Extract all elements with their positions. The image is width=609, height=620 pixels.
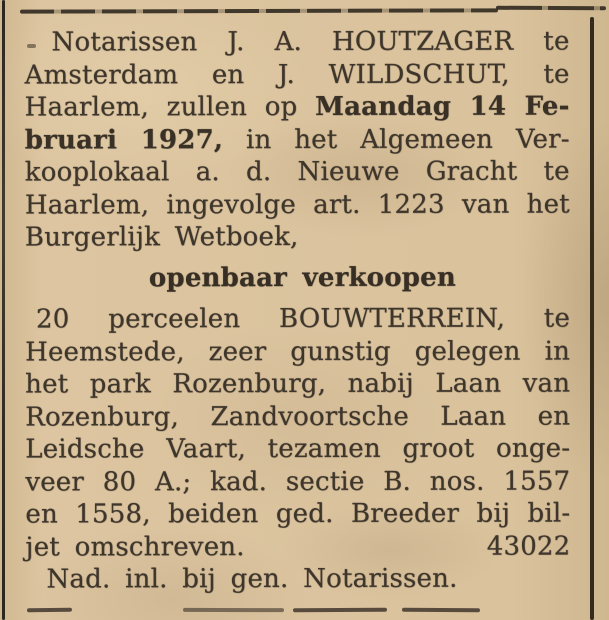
line-text: Haarlem, ingevolge art. 1223 van het <box>24 189 570 220</box>
text-line <box>25 335 570 368</box>
line-text: jet omschreven. <box>25 531 245 562</box>
bottom-rule-dash <box>402 608 480 612</box>
closing-line <box>25 563 570 596</box>
ad-heading: openbaar verkoopen <box>148 262 457 293</box>
text-line <box>25 368 570 401</box>
text-line <box>25 91 570 124</box>
line-text: in het Algemeen Ver- <box>245 124 570 155</box>
bottom-rule-dash <box>183 608 284 612</box>
text-line <box>25 465 570 498</box>
text-line <box>25 26 570 59</box>
top-rule <box>20 8 498 13</box>
line-text: 20 perceelen BOUWTERREIN, te <box>35 303 571 335</box>
bottom-rule-dash <box>293 608 387 612</box>
right-column-rule <box>590 17 594 620</box>
top-rule-segment <box>496 6 606 10</box>
auction-date: Maandag 14 Fe- <box>315 91 570 122</box>
text-line <box>25 498 570 531</box>
line-text: Burgerlijk Wetboek, <box>24 221 299 253</box>
line-text: veer 80 A.; kad. sectie B. nos. 1557 <box>25 466 571 497</box>
line-text: het park Rozenburg, nabij Laan van <box>25 368 571 400</box>
text-line <box>25 530 570 563</box>
text-line <box>25 188 570 221</box>
line-text: Heemstede, zeer gunstig gelegen in <box>25 336 571 367</box>
line-text: Nad. inl. bij gen. Notarissen. <box>46 563 458 595</box>
line-text: Amsterdam en J. WILDSCHUT, te <box>24 59 570 90</box>
line-text: Leidsche Vaart, tezamen groot onge- <box>25 433 571 465</box>
advertisement-text <box>25 26 571 596</box>
text-line <box>25 303 570 336</box>
text-line <box>25 123 570 156</box>
line-text: Haarlem, zullen op <box>24 91 298 123</box>
line-text: Rozenburg, Zandvoortsche Laan en <box>25 401 571 432</box>
text-line <box>25 221 570 254</box>
line-text: en 1558, beiden ged. Breeder bij bil- <box>25 498 571 530</box>
reference-number: 43022 <box>486 531 571 562</box>
text-line <box>25 433 570 466</box>
line-text: Notarissen J. A. HOUTZAGER te <box>51 26 570 58</box>
auction-date-continued: bruari 1927, <box>24 124 224 155</box>
bottom-rule-dash <box>27 608 72 612</box>
text-line <box>25 400 570 433</box>
text-line <box>25 156 570 189</box>
line-text: kooplokaal a. d. Nieuwe Gracht te <box>24 156 570 188</box>
left-column-rule <box>2 0 5 620</box>
text-line <box>25 58 570 91</box>
